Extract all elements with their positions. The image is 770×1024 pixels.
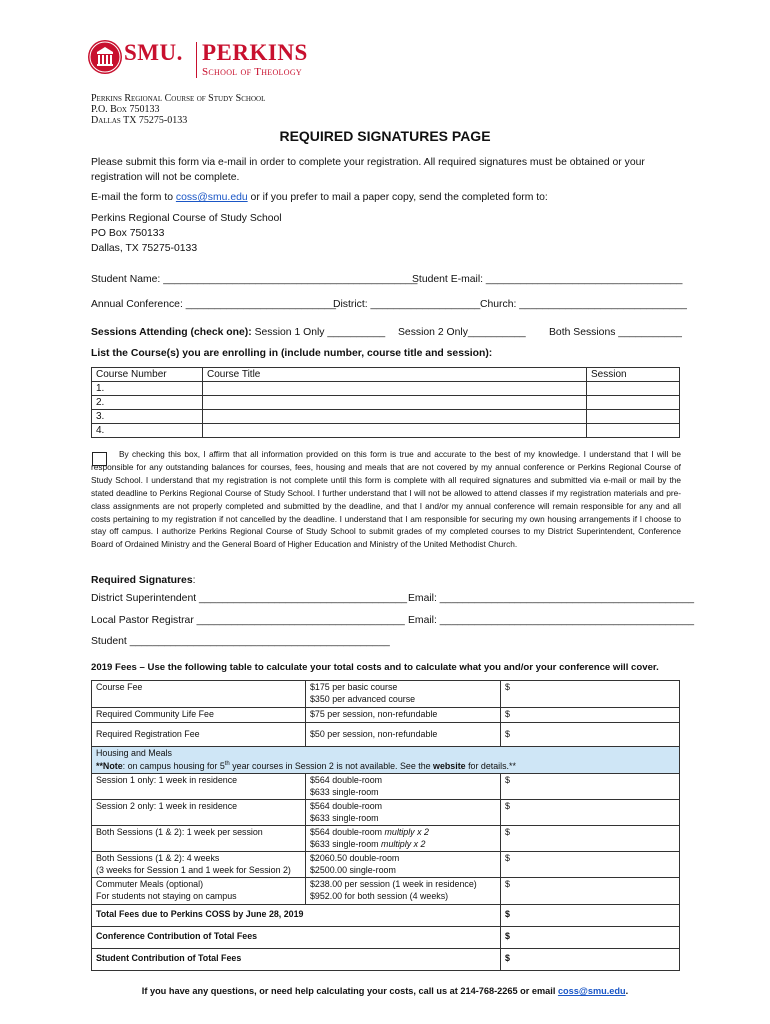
fee-label: Course Fee (92, 681, 306, 708)
course-number-header: Course Number (92, 368, 203, 382)
session-cell[interactable] (587, 410, 680, 424)
logo-perkins: PERKINS (202, 40, 308, 65)
fee-label: Required Registration Fee (92, 722, 306, 746)
website-link[interactable]: website (433, 760, 466, 771)
return-address-line-3: Dallas TX 75275-0133 (91, 115, 188, 126)
table-row (92, 368, 680, 382)
course-number-cell[interactable]: 4. (92, 424, 203, 438)
course-number-cell[interactable]: 3. (92, 410, 203, 424)
lpr-email-field[interactable]: Email: ____________________________________________ (408, 615, 695, 626)
fee-amount: $75 per session, non-refundable (306, 708, 501, 723)
intro-paragraph: Please submit this form via e-mail in order to complete your registration. All required signatures must be obtained or your registration will not be complete. (91, 157, 645, 183)
table-row (92, 852, 680, 878)
student-contribution-label: Student Contribution of Total Fees (92, 949, 501, 971)
student-contribution-cell[interactable]: $ (501, 949, 680, 971)
logo-smu: SMU. (124, 40, 183, 65)
table-row (92, 746, 680, 774)
email-instructions: E-mail the form to coss@smu.edu or if you prefer to mail a paper copy, send the completed form to: (91, 192, 548, 203)
course-title-cell[interactable] (203, 424, 587, 438)
fee-label: Session 1 only: 1 week in residence (92, 774, 306, 800)
table-row (92, 708, 680, 723)
student-name-field[interactable]: Student Name: ____________________________________________ (91, 274, 418, 285)
fee-amount: $564 double-room $633 single-room (306, 774, 501, 800)
table-row[interactable] (92, 382, 680, 396)
fee-label: Both Sessions (1 & 2): 4 weeks (3 weeks for Session 1 and 1 week for Session 2) (92, 852, 306, 878)
fee-total-cell[interactable]: $ (501, 826, 680, 852)
course-title-header: Course Title (203, 368, 587, 382)
table-row (92, 774, 680, 800)
signatures-heading: Required Signatures: (91, 575, 196, 586)
fee-total-cell[interactable]: $ (501, 774, 680, 800)
fee-total-cell[interactable]: $ (501, 681, 680, 708)
fee-label: Both Sessions (1 & 2): 1 week per session (92, 826, 306, 852)
footer-contact: If you have any questions, or need help calculating your costs, call us at 214-768-2265 or email coss@smu.edu. (141, 986, 629, 996)
conference-contribution-label: Conference Contribution of Total Fees (92, 927, 501, 949)
session-cell[interactable] (587, 382, 680, 396)
student-signature[interactable]: Student _____________________________________________ (91, 636, 390, 647)
table-row[interactable] (92, 410, 680, 424)
return-address-line-2: P.O. Box 750133 (91, 104, 160, 115)
district-field[interactable]: District: ___________________ (333, 299, 481, 310)
mailing-address-line-3: Dallas, TX 75275-0133 (91, 243, 198, 254)
table-row[interactable] (92, 396, 680, 410)
local-pastor-registrar-signature[interactable]: Local Pastor Registrar ____________________________________ (91, 615, 405, 626)
both-sessions-option[interactable]: Both Sessions ___________ (549, 327, 682, 338)
fee-total-cell[interactable]: $ (501, 800, 680, 826)
ds-email-field[interactable]: Email: ____________________________________________ (408, 593, 695, 604)
district-superintendent-signature[interactable]: District Superintendent ____________________________________ (91, 593, 408, 604)
fee-total-cell[interactable]: $ (501, 722, 680, 746)
fee-label: Required Community Life Fee (92, 708, 306, 723)
coss-email-link[interactable]: coss@smu.edu (175, 192, 248, 203)
page-title: REQUIRED SIGNATURES PAGE (279, 128, 491, 144)
fees-table (91, 680, 680, 971)
conference-contribution-cell[interactable]: $ (501, 927, 680, 949)
table-row (92, 927, 680, 949)
authorization-text: By checking this box, I affirm that all information provided on this form is true and accurate to the best of my knowledge. I understand that I will be responsible for any outstanding balances for courses, fees, housing and meals that are not covered by my annual conference or Perkins Regional Course of Study School. I understand that my registration is not complete until this form is complete with all required signatures and submitted via e-mail or mail by the stated deadline to Perkins Regional Course of Study School. I further understand that I will not be allowed to attend classes if my registration materials and pre-class assignments are not properly completed and submitted by the deadline, and that I and/or my annual conference will remain responsible for any and all costs pertaining to my registration if not cancelled by the deadline. I understand that I am responsible for securing my own housing arrangements if I choose to stay off campus. I authorize Perkins Regional Course of Study School to submit grades of my completed courses to my District Superintendent, Conference Board of Ordained Ministry and the General Board of Higher Education and Ministry of the United Methodist Church. (91, 449, 681, 550)
footer-email-link[interactable]: coss@smu.edu (557, 986, 626, 996)
table-row (92, 826, 680, 852)
table-row[interactable] (92, 424, 680, 438)
table-row (92, 722, 680, 746)
table-row (92, 681, 680, 708)
smu-seal-logo (88, 40, 122, 74)
logo-divider (196, 42, 197, 78)
student-email-field[interactable]: Student E-mail: __________________________________ (412, 274, 683, 285)
table-row (92, 949, 680, 971)
courses-heading: List the Course(s) you are enrolling in (include number, course title and session): (91, 348, 493, 359)
fee-amount: $175 per basic course $350 per advanced course (306, 681, 501, 708)
fee-total-cell[interactable]: $ (501, 852, 680, 878)
sessions-attending[interactable]: Sessions Attending (check one): Session 1 Only __________ (91, 327, 386, 338)
courses-table (91, 367, 680, 438)
fee-amount: $564 double-room multiply x 2 $633 single-room multiply x 2 (306, 826, 501, 852)
housing-note: Housing and Meals **Note: on campus housing for 5th year courses in Session 2 is not available. See the website for details.** (92, 746, 680, 774)
course-number-cell[interactable]: 2. (92, 396, 203, 410)
course-title-cell[interactable] (203, 410, 587, 424)
total-fees-cell[interactable]: $ (501, 905, 680, 927)
fee-total-cell[interactable]: $ (501, 878, 680, 905)
course-title-cell[interactable] (203, 396, 587, 410)
table-row (92, 800, 680, 826)
table-row (92, 905, 680, 927)
church-field[interactable]: Church: _____________________________ (480, 299, 687, 310)
session-cell[interactable] (587, 424, 680, 438)
fee-amount: $564 double-room $633 single-room (306, 800, 501, 826)
fee-label: Session 2 only: 1 week in residence (92, 800, 306, 826)
session-header: Session (587, 368, 680, 382)
table-row (92, 878, 680, 905)
mailing-address-line-1: Perkins Regional Course of Study School (91, 213, 282, 224)
logo-subtitle: School of Theology (202, 66, 302, 78)
fees-heading: 2019 Fees – Use the following table to calculate your total costs and to calculate what you and/or your conference will cover. (91, 662, 659, 673)
fee-total-cell[interactable]: $ (501, 708, 680, 723)
fee-amount: $50 per session, non-refundable (306, 722, 501, 746)
return-address-line-1: Perkins Regional Course of Study School (91, 93, 266, 104)
course-number-cell[interactable]: 1. (92, 382, 203, 396)
total-fees-label: Total Fees due to Perkins COSS by June 28, 2019 (92, 905, 501, 927)
session-2-option[interactable]: Session 2 Only__________ (398, 327, 526, 338)
fee-amount: $2060.50 double-room $2500.00 single-room (306, 852, 501, 878)
session-cell[interactable] (587, 396, 680, 410)
mailing-address-line-2: PO Box 750133 (91, 228, 165, 239)
fee-amount: $238.00 per session (1 week in residence) $952.00 for both session (4 weeks) (306, 878, 501, 905)
fee-label: Commuter Meals (optional) For students not staying on campus (92, 878, 306, 905)
annual-conference-field[interactable]: Annual Conference: __________________________ (91, 299, 336, 310)
course-title-cell[interactable] (203, 382, 587, 396)
